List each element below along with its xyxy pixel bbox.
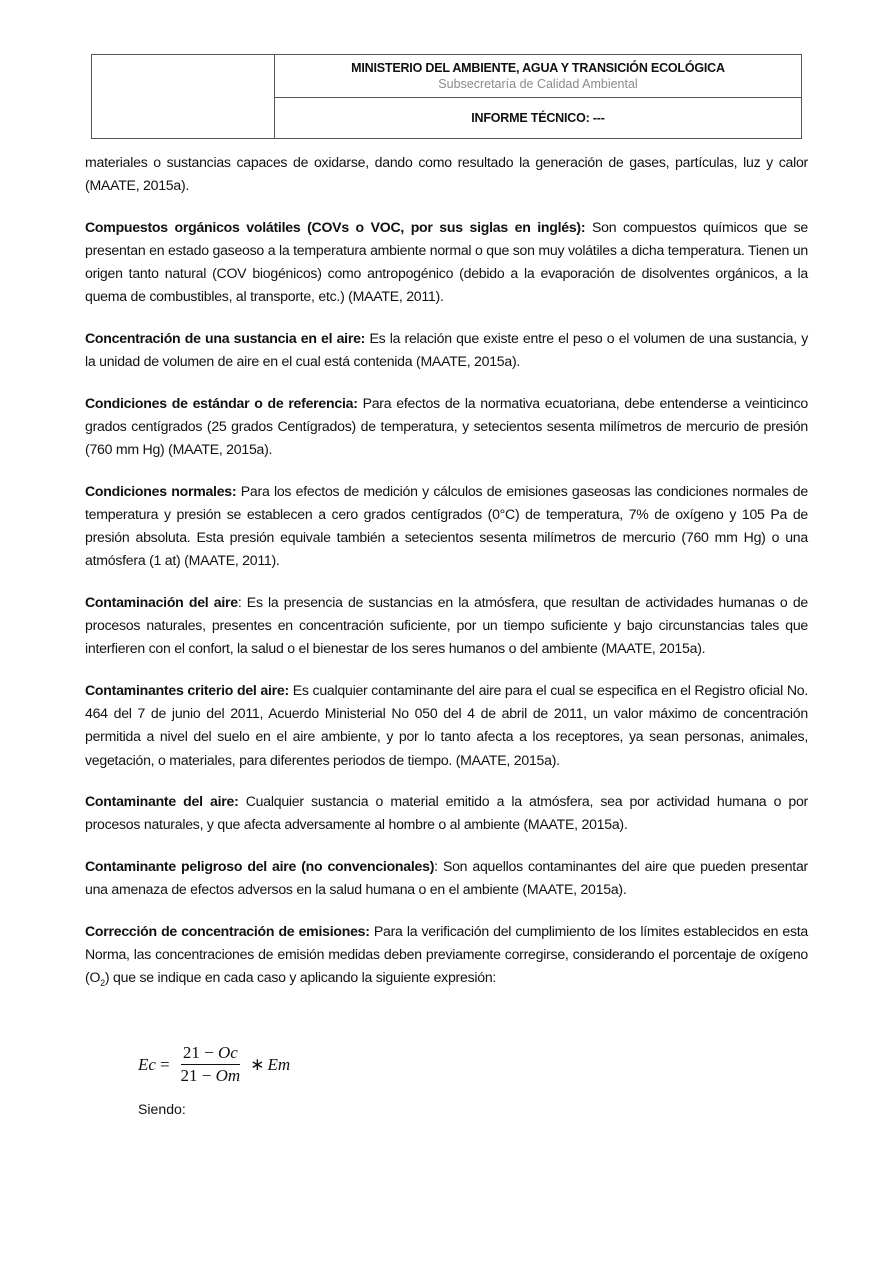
ministry-name: MINISTERIO DEL AMBIENTE, AGUA Y TRANSICIÓN ECOLÓGICA — [351, 61, 725, 75]
header-title-cell — [275, 55, 801, 98]
definition-paragraph — [85, 855, 808, 901]
header-right-cell — [275, 55, 801, 138]
definition-paragraph — [85, 327, 808, 373]
definition-term: Condiciones normales: — [85, 482, 237, 499]
definition-term: Condiciones de estándar o de referencia: — [85, 394, 358, 411]
definition-term: Compuestos orgánicos volátiles (COVs o VOC, por sus siglas en inglés): — [85, 218, 586, 235]
document-body — [85, 151, 808, 1014]
paragraph-continuation — [85, 151, 808, 197]
header-report-cell — [275, 98, 801, 138]
formula-times: ∗ — [250, 1054, 265, 1074]
separator — [585, 219, 592, 235]
definition-text: Es la presencia de sustancias en la atmósfera, que resultan de actividades humanas o de procesos naturales, presentes en concentración suficiente, por un tiempo suficiente y bajo circunstancias tales que interfieren con el confort, la salud o el bienestar de los seres humanos o del ambiente (MAATE, 2015a). — [85, 594, 808, 657]
definition-term: Contaminante peligroso del aire (no convencionales) — [85, 858, 435, 874]
definition-paragraph — [85, 392, 808, 462]
definition-text: Para efectos de la normativa ecuatoriana, debe entenderse a veinticinco grados centígrados (25 grados Centígrados) de temperatura, y setecientos sesenta milímetros de mercurio de presión (760 mm Hg) (MAATE, 2015a). — [85, 394, 808, 458]
numerator-var: Oc — [217, 1043, 238, 1062]
subsecretaria-name: Subsecretaría de Calidad Ambiental — [438, 77, 638, 91]
definition-text: Para los efectos de medición y cálculos de emisiones gaseosas las condiciones normales de temperatura y presión se establecen a cero grados centígrados (0°C) de temperatura, 7% de oxígeno y 105 Pa de presión absoluta. Esta presión equivale también a setecientos sesenta milímetros de mercurio (760 mm Hg) o una atmósfera (1 at) (MAATE, 2011). — [85, 482, 808, 569]
separator: : — [434, 858, 443, 874]
separator — [239, 793, 246, 809]
definition-paragraph-correccion — [85, 920, 808, 995]
definition-term: Contaminante del aire: — [85, 793, 239, 810]
definition-text: Para la verificación del cumplimiento de los límites establecidos en esta Norma, las concentraciones de emisión medidas deben previamente corregirse, considerando el porcentaje de oxígeno (O — [85, 922, 808, 986]
formula-equals: = — [159, 1054, 170, 1074]
definition-term: Contaminantes criterio del aire: — [85, 682, 289, 698]
definition-term: Contaminación del aire — [85, 594, 238, 610]
definition-paragraph — [85, 591, 808, 661]
definition-text: Es cualquier contaminante del aire para el cual se especifica en el Registro oficial No. 464 del 7 de junio del 2011, Acuerdo Ministerial No 050 del 4 de abril de 2011, un valor máximo de concentración permitida a nivel del suelo en el aire ambiente, y por lo tanto afecta a los receptores, ya sean personas, animales, vegetación, o materiales, para diferentes periodos de tiempo. (MAATE, 2015a). — [85, 682, 808, 768]
definition-text: Cualquier sustancia o material emitido a la atmósfera, sea por actividad humana o por procesos naturales, y que afecta adversamente al hombre o al ambiente (MAATE, 2015a). — [85, 793, 808, 833]
denominator-var: Om — [215, 1066, 241, 1085]
denominator-const: 21 − — [180, 1066, 216, 1085]
report-label: INFORME TÉCNICO: --- — [471, 111, 605, 125]
definition-paragraph — [85, 790, 808, 836]
correction-formula — [138, 1043, 290, 1086]
formula-lhs: Ec — [138, 1054, 156, 1074]
formula-rhs: Em — [267, 1054, 291, 1074]
definition-term: Concentración de una sustancia en el aire: — [85, 330, 366, 346]
definition-paragraph — [85, 216, 808, 309]
definition-text: Son compuestos químicos que se presentan en estado gaseoso a la temperatura ambiente normal o que son muy volátiles a dicha temperatura. Tienen un origen tanto natural (COV biogénicos) como antropogénico (debido a la evaporación de disolventes orgánicos, a la quema de combustibles, al transporte, etc.) (MAATE, 2011). — [85, 218, 808, 305]
definition-paragraph — [85, 679, 808, 772]
siendo-label: Siendo: — [138, 1101, 186, 1117]
subscript: 2 — [100, 978, 105, 989]
paragraph-text: materiales o sustancias capaces de oxidarse, dando como resultado la generación de gases, partículas, luz y calor (MAATE, 2015a). — [85, 154, 808, 194]
logo-cell — [92, 55, 275, 138]
definition-text: Son aquellos contaminantes del aire que pueden presentar una amenaza de efectos adversos en la salud humana o en el ambiente (MAATE, 2015a). — [85, 858, 808, 898]
formula-fraction — [179, 1043, 243, 1086]
formula-numerator — [181, 1043, 240, 1065]
formula-denominator — [179, 1065, 243, 1086]
numerator-const: 21 − — [182, 1043, 218, 1062]
definition-paragraph — [85, 480, 808, 573]
definition-text-end: ) que se indique en cada caso y aplicando la siguiente expresión: — [104, 969, 497, 986]
document-header-table — [91, 54, 802, 139]
definition-term: Corrección de concentración de emisiones: — [85, 922, 370, 939]
definition-text: Es la relación que existe entre el peso o el volumen de una sustancia, y la unidad de volumen de aire en el cual está contenida (MAATE, 2015a). — [85, 330, 808, 370]
separator: : — [237, 594, 247, 610]
